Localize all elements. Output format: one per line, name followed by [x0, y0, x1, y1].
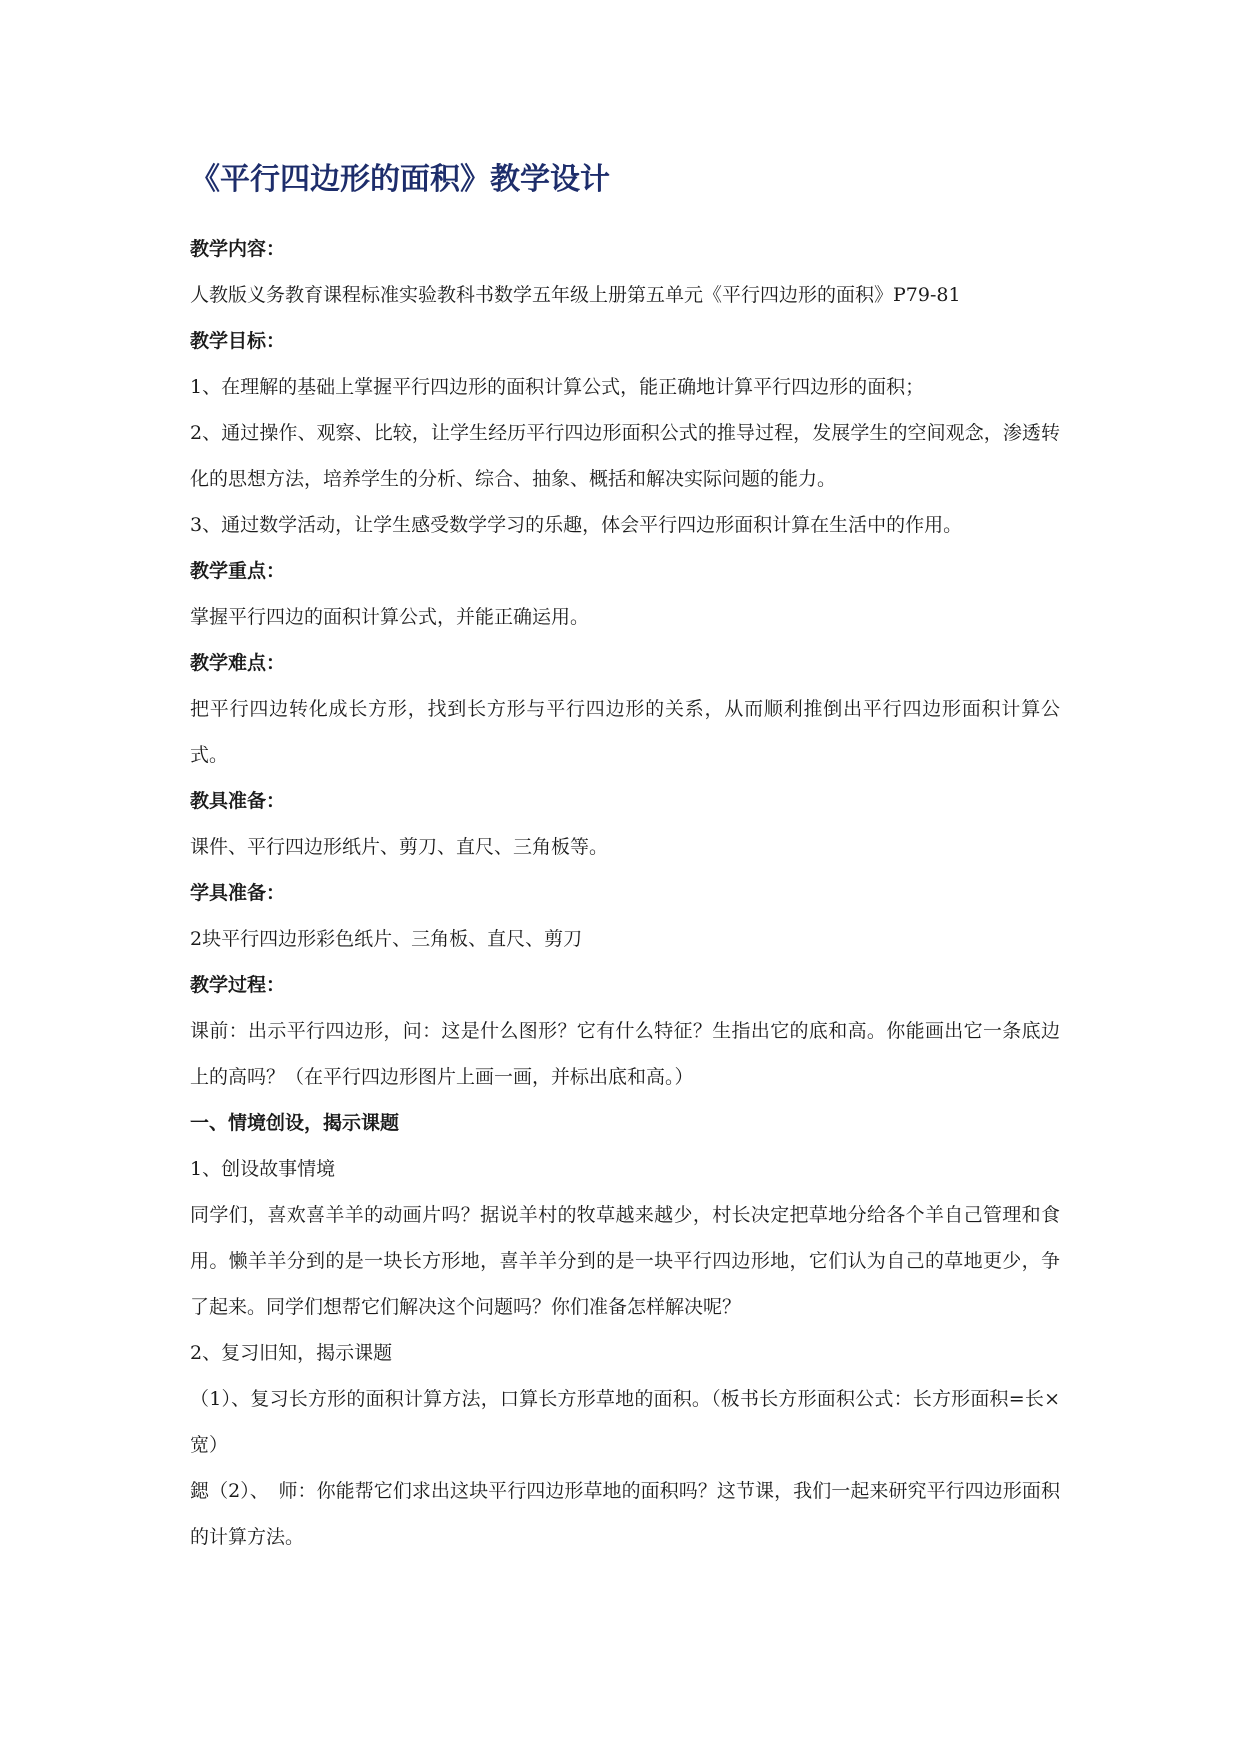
document-title: 《平行四边形的面积》教学设计 [190, 162, 610, 197]
paragraph: （1）、复习长方形的面积计算方法，口算长方形草地的面积。（板书长方形面积公式：长方形面积=长×宽） [190, 1388, 1060, 1456]
paragraph: 把平行四边转化成长方形，找到长方形与平行四边形的关系，从而顺利推倒出平行四边形面积计算公式。 [190, 698, 1060, 766]
paragraph: 2、复习旧知，揭示课题 [190, 1342, 393, 1364]
paragraph: 课件、平行四边形纸片、剪刀、直尺、三角板等。 [190, 836, 609, 858]
paragraph: 同学们，喜欢喜羊羊的动画片吗？据说羊村的牧草越来越少，村长决定把草地分给各个羊自己管理和食用。懒羊羊分到的是一块长方形地，喜羊羊分到的是一块平行四边形地，它们认为自己的草地更少，争了起来。同学们想帮它们解决这个问题吗？你们准备怎样解决呢？ [190, 1204, 1060, 1318]
section-teaching-aids [190, 778, 1060, 870]
section-heading: 教学内容： [190, 238, 286, 260]
section-heading: 教学难点： [190, 652, 286, 674]
paragraph: 掌握平行四边的面积计算公式，并能正确运用。 [190, 606, 590, 628]
section-heading: 一、情境创设，揭示课题 [190, 1112, 400, 1134]
paragraph: 2、通过操作、观察、比较，让学生经历平行四边形面积公式的推导过程，发展学生的空间观念，渗透转化的思想方法，培养学生的分析、综合、抽象、概括和解决实际问题的能力。 [190, 422, 1060, 490]
paragraph: 1、创设故事情境 [190, 1158, 336, 1180]
paragraph: 2块平行四边形彩色纸片、三角板、直尺、剪刀 [190, 928, 583, 950]
paragraph: 人教版义务教育课程标准实验教科书数学五年级上册第五单元《平行四边形的面积》P79-81 [190, 284, 961, 306]
section-learning-aids [190, 870, 1060, 962]
section-heading: 教学过程： [190, 974, 286, 996]
section-heading: 教具准备： [190, 790, 286, 812]
section-objectives [190, 318, 1060, 548]
document-page [190, 160, 1060, 1560]
section-process [190, 962, 1060, 1100]
paragraph: 1、在理解的基础上掌握平行四边形的面积计算公式，能正确地计算平行四边形的面积； [190, 376, 925, 398]
section-heading: 教学重点： [190, 560, 286, 582]
paragraph: 3、通过数学活动，让学生感受数学学习的乐趣，体会平行四边形面积计算在生活中的作用。 [190, 514, 963, 536]
section-difficulties [190, 640, 1060, 778]
section-content [190, 226, 1060, 318]
section-heading: 学具准备： [190, 882, 286, 904]
paragraph: 鍶（2）、 师：你能帮它们求出这块平行四边形草地的面积吗？这节课，我们一起来研究平行四边形面积的计算方法。 [190, 1480, 1060, 1548]
section-key-points [190, 548, 1060, 640]
section-part-one [190, 1100, 1060, 1560]
section-heading: 教学目标： [190, 330, 286, 352]
paragraph: 课前：出示平行四边形，问：这是什么图形？它有什么特征？生指出它的底和高。你能画出它一条底边上的高吗？（在平行四边形图片上画一画，并标出底和高。） [190, 1020, 1060, 1088]
